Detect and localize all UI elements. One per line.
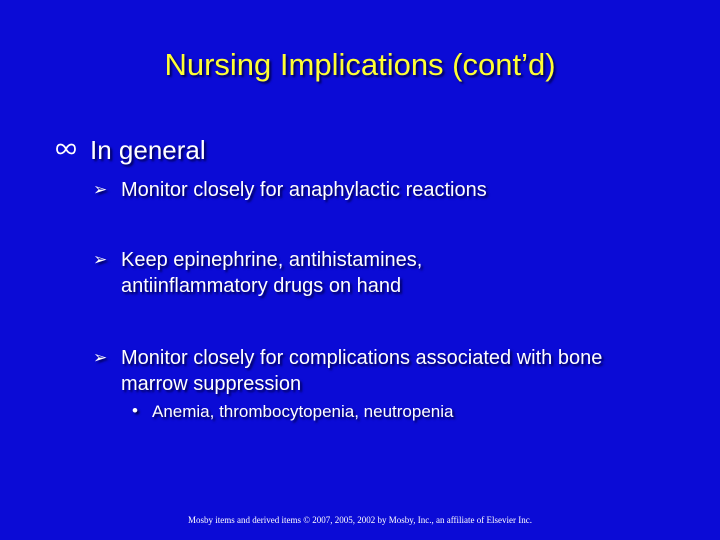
arrow-bullet-icon: ➢: [93, 180, 108, 200]
dot-bullet-icon: •: [132, 401, 138, 420]
slide-title: Nursing Implications (cont’d): [164, 47, 556, 82]
infinity-bullet-icon: [55, 141, 77, 157]
bullet-level3-text: Anemia, thrombocytopenia, neutropenia: [152, 402, 454, 421]
arrow-bullet-icon: ➢: [93, 250, 108, 270]
bullet-level2-text: Monitor closely for complications associated with bone marrow suppression: [121, 347, 603, 395]
bullet-level1-text: In general: [90, 135, 206, 165]
bullet-level2-text: Monitor closely for anaphylactic reactions: [121, 179, 487, 201]
copyright-footer: Mosby items and derived items © 2007, 2005, 2002 by Mosby, Inc., an affiliate of Elsevier Inc.: [187, 515, 533, 525]
bullet-level2-text: Keep epinephrine, antihistamines, antiinflammatory drugs on hand: [121, 249, 423, 297]
arrow-bullet-icon: ➢: [93, 348, 108, 368]
